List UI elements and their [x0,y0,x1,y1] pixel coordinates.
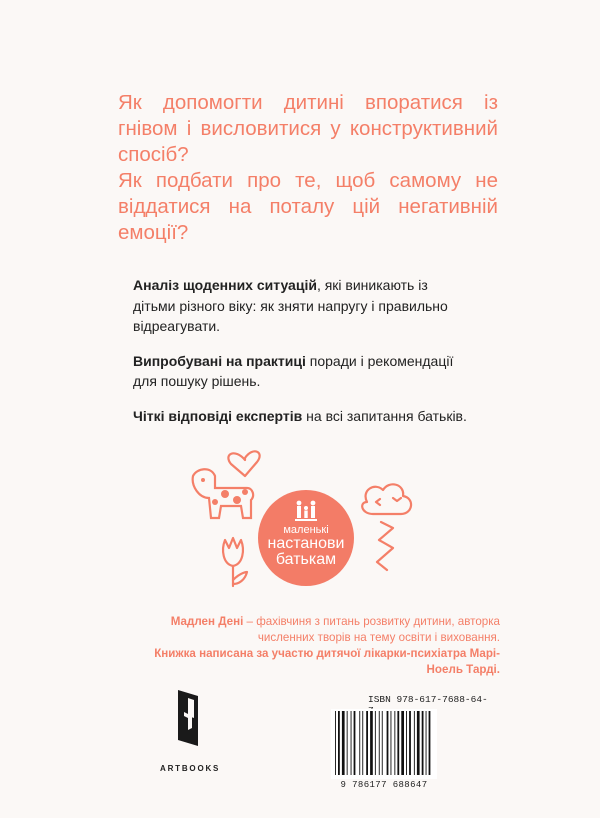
intro-questions [118,90,498,246]
series-badge [258,490,354,586]
zigzag-doodle [377,522,393,570]
intro-question-1: Як допомогти дитині впоратися із гнівом і висловитися у конструктивний спосіб? [118,91,498,166]
point-1-bold: Аналіз щоденних ситуацій [133,277,317,293]
point-2 [133,351,473,392]
barcode [331,709,437,779]
point-3 [133,406,473,427]
point-2-text: поради і рекомендації для пошуку рішень. [133,352,454,389]
author-note-text: Книжка написана за участю дитячої лікарки-психіатра Марі-Ноель Тарді. [154,647,500,676]
isbn-label: ISBN 978-617-7688-64- [368,694,488,705]
book-logo-icon [174,688,202,748]
barcode-bars [331,709,437,779]
family-icon [294,500,318,522]
badge-line-3: батькам [275,551,337,568]
cloud-doodle [362,484,411,514]
tulip-doodle [223,538,243,566]
author-note [120,646,500,678]
author-description: – фахівчиня з питань розвитку дитини, авторка численних творів на тему освіти і виховання. [243,615,500,644]
point-2-bold: Випробувані на практиці [133,352,306,369]
heart-doodle [228,451,259,476]
badge-line-1: маленькі [283,524,329,536]
intro-question-2: Як подбати про те, щоб самому не віддатися на поталу цій негативній емоції? [118,169,498,244]
author-info [120,614,500,678]
point-3-text: на всі запитання батьків. [302,407,467,424]
badge-line-2: настанови [267,535,345,552]
barcode-digits: 9 786177 688647 [340,780,428,790]
author-name: Мадлен Дені [170,615,244,628]
point-1 [133,275,473,337]
publisher-name: ARTBOOKS [160,764,221,773]
author-line [120,614,500,646]
key-points [133,275,473,440]
point-1-text: , які виникають із дітьми різного віку: як зняти напругу і правильно відреагувати. [133,277,448,334]
point-3-bold: Чіткі відповіді експертів [133,407,303,424]
